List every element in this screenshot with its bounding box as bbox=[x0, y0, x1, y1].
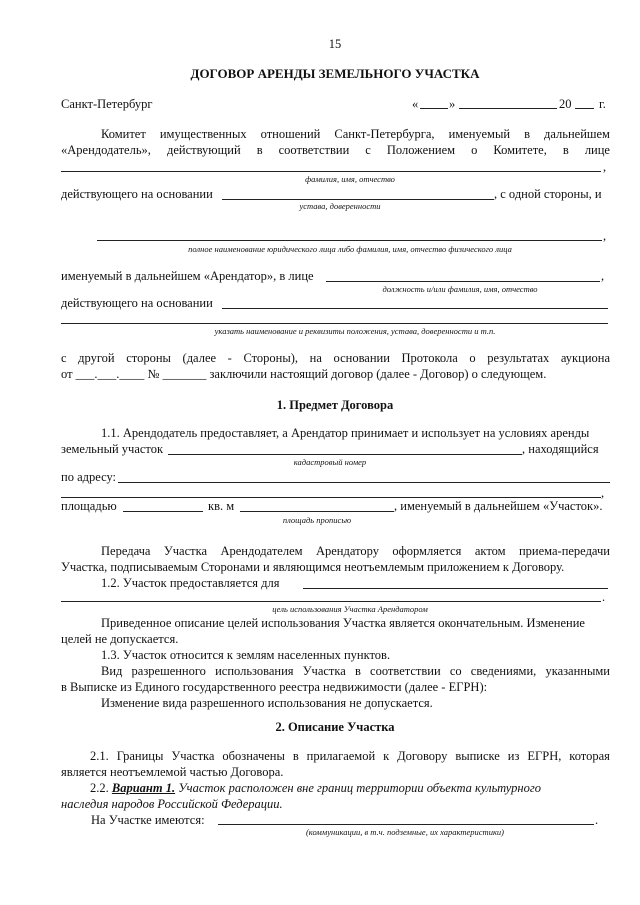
month-blank bbox=[459, 108, 557, 109]
word: лице bbox=[584, 143, 610, 157]
clause-2-2-line-1 bbox=[90, 781, 541, 795]
word: Комитете, bbox=[493, 143, 547, 157]
word: Передача bbox=[101, 544, 151, 558]
permitted-use-line-3: Изменение вида разрешенного использования не допускается. bbox=[101, 696, 433, 710]
address-blank bbox=[118, 482, 610, 483]
document-title: ДОГОВОР АРЕНДЫ ЗЕМЕЛЬНОГО УЧАСТКА bbox=[190, 66, 480, 81]
basis2-label: действующего на основании bbox=[61, 296, 213, 310]
word: основании bbox=[333, 351, 390, 365]
date-close-quote: » bbox=[449, 97, 456, 111]
clause-1-1-line-1: 1.1. Арендодатель предоставляет, а Арендатор принимает и использует на условиях аренды bbox=[101, 426, 590, 440]
comma: , bbox=[603, 229, 607, 243]
area-unit: кв. м bbox=[208, 499, 235, 513]
permitted-use-line-2: в Выписке из Единого государственного реестра недвижимости (далее - ЕГРН): bbox=[61, 680, 488, 694]
word: о bbox=[469, 351, 476, 365]
date-open-quote: « bbox=[412, 97, 419, 111]
comma: , bbox=[601, 486, 605, 500]
word: дальнейшем bbox=[544, 127, 610, 141]
basis-suffix: , с одной стороны, и bbox=[494, 187, 602, 201]
tenant-name-blank bbox=[97, 240, 602, 241]
basis-label: действующего на основании bbox=[61, 187, 213, 201]
land-plot-label: земельный участок bbox=[61, 442, 164, 456]
clause-2-2-number: 2.2. bbox=[90, 781, 109, 795]
word: ЕГРН, bbox=[527, 749, 562, 763]
intro-line-1 bbox=[101, 127, 610, 141]
year-suffix: г. bbox=[599, 97, 606, 111]
address-label: по адресу: bbox=[61, 470, 117, 484]
word: выписке bbox=[455, 749, 500, 763]
comma: , bbox=[601, 269, 605, 283]
basis2-blank-2 bbox=[61, 323, 608, 324]
word: прилагаемой bbox=[306, 749, 376, 763]
permitted-use-line-1 bbox=[101, 664, 610, 678]
word: действующий bbox=[166, 143, 241, 157]
comma: , bbox=[603, 160, 607, 174]
purpose-end: . bbox=[602, 590, 606, 604]
word: в bbox=[524, 127, 530, 141]
word: (далее bbox=[182, 351, 217, 365]
word: на bbox=[309, 351, 322, 365]
variant-label: Вариант 1. bbox=[111, 781, 176, 795]
transfer-line-2: Участка, подписываемым Сторонами и являющимся неотъемлемым приложением к Договору. bbox=[61, 560, 565, 574]
area-suffix: , именуемый в дальнейшем «Участок». bbox=[394, 499, 603, 513]
caption-cadastral: кадастровый номер bbox=[293, 457, 367, 467]
word: аукциона bbox=[560, 351, 610, 365]
word: отношений bbox=[260, 127, 321, 141]
word: в bbox=[256, 143, 263, 157]
word: которая bbox=[569, 749, 610, 763]
present-end: . bbox=[595, 813, 599, 827]
word: - bbox=[227, 351, 232, 365]
transfer-line-1 bbox=[101, 544, 610, 558]
intro-line-2 bbox=[61, 143, 610, 157]
present-label: На Участке имеются: bbox=[91, 813, 205, 827]
word: в bbox=[292, 749, 299, 763]
word: о bbox=[471, 143, 478, 157]
section-2-heading: 2. Описание Участка bbox=[275, 720, 395, 734]
word: Границы bbox=[116, 749, 164, 763]
word: Участка bbox=[171, 749, 215, 763]
other-party-line-1 bbox=[61, 351, 610, 365]
caption-area-words: площадь прописью bbox=[282, 515, 352, 525]
other-party-line-2: от ___.___.____ № _______ заключили настоящий договор (далее - Договор) о следующем. bbox=[61, 367, 547, 381]
caption-communications: (коммуникации, в т.ч. подземные, их характеристики) bbox=[305, 827, 505, 837]
caption-fio: фамилия, имя, отчество bbox=[305, 174, 395, 184]
clause-2-1-line-1 bbox=[90, 749, 610, 763]
purpose-blank-2 bbox=[61, 601, 601, 602]
word: приема-передачи bbox=[518, 544, 610, 558]
word: «Арендодатель», bbox=[61, 143, 151, 157]
word: Арендатору bbox=[315, 544, 379, 558]
word: со bbox=[449, 664, 462, 678]
word: Стороны), bbox=[243, 351, 299, 365]
word: к bbox=[383, 749, 390, 763]
word: с bbox=[365, 143, 371, 157]
cadastral-blank bbox=[168, 454, 522, 455]
year-blank bbox=[575, 108, 594, 109]
caption-purpose: цель использования Участка Арендатором bbox=[272, 604, 428, 614]
final-description-line-2: целей не допускается. bbox=[61, 632, 179, 646]
word: другой bbox=[78, 351, 115, 365]
clause-1-3: 1.3. Участок относится к землям населенных пунктов. bbox=[101, 648, 391, 662]
clause-2-1-line-2: является неотъемлемой частью Договора. bbox=[61, 765, 284, 779]
word: 2.1. bbox=[90, 749, 109, 763]
word: Вид bbox=[101, 664, 123, 678]
section-1-heading: 1. Предмет Договора bbox=[276, 398, 394, 412]
area-number-blank bbox=[123, 511, 203, 512]
area-words-blank bbox=[240, 511, 394, 512]
word: результатах bbox=[487, 351, 550, 365]
word: Договору bbox=[397, 749, 448, 763]
word: в bbox=[354, 664, 361, 678]
caption-position: должность и/или фамилия, имя, отчество bbox=[382, 284, 538, 294]
tenant-rep-blank bbox=[326, 281, 600, 282]
word: соответствии bbox=[370, 664, 441, 678]
word: с bbox=[61, 351, 67, 365]
word: Участка bbox=[163, 544, 208, 558]
city: Санкт-Петербург bbox=[61, 97, 153, 111]
word: из bbox=[507, 749, 520, 763]
word: Положением bbox=[386, 143, 456, 157]
word: сведениями, bbox=[470, 664, 537, 678]
word: соответствии bbox=[278, 143, 350, 157]
clause-2-2-line-2: наследия народов Российской Федерации. bbox=[61, 797, 283, 811]
word: оформляется bbox=[392, 544, 462, 558]
word: актом bbox=[474, 544, 506, 558]
area-label: площадью bbox=[61, 499, 117, 513]
representative-blank bbox=[61, 171, 601, 172]
word: указанными bbox=[545, 664, 610, 678]
word: использования bbox=[215, 664, 294, 678]
basis2-blank bbox=[222, 308, 608, 309]
word: Протокола bbox=[401, 351, 458, 365]
word: Санкт-Петербурга, bbox=[334, 127, 435, 141]
day-blank bbox=[420, 108, 448, 109]
final-description-line-1: Приведенное описание целей использования Участка является окончательным. Изменение bbox=[101, 616, 585, 630]
purpose-blank bbox=[303, 588, 608, 589]
address-blank-2 bbox=[61, 497, 601, 498]
caption-full-name: полное наименование юридического лица либо фамилия, имя, отчество физического лица bbox=[188, 244, 512, 254]
caption-docs: указать наименование и реквизиты положения, устава, доверенности и т.п. bbox=[214, 326, 496, 336]
tenant-label: именуемый в дальнейшем «Арендатор», в лице bbox=[61, 269, 314, 283]
word: именуемый bbox=[448, 127, 511, 141]
basis-blank bbox=[222, 199, 494, 200]
located-suffix: , находящийся bbox=[522, 442, 599, 456]
word: обозначены bbox=[222, 749, 285, 763]
page-number: 15 bbox=[328, 37, 342, 51]
word: Комитет bbox=[101, 127, 146, 141]
clause-2-2-text: Участок расположен вне границ территории объекта культурного bbox=[178, 781, 542, 795]
caption-basis: устава, доверенности bbox=[299, 201, 381, 211]
word: разрешенного bbox=[131, 664, 206, 678]
year-prefix: 20 bbox=[559, 97, 572, 111]
word: имущественных bbox=[159, 127, 247, 141]
word: Участка bbox=[302, 664, 346, 678]
word: стороны bbox=[126, 351, 171, 365]
clause-1-2-label: 1.2. Участок предоставляется для bbox=[101, 576, 280, 590]
communications-blank bbox=[218, 824, 594, 825]
word: в bbox=[562, 143, 569, 157]
word: Арендодателем bbox=[220, 544, 303, 558]
